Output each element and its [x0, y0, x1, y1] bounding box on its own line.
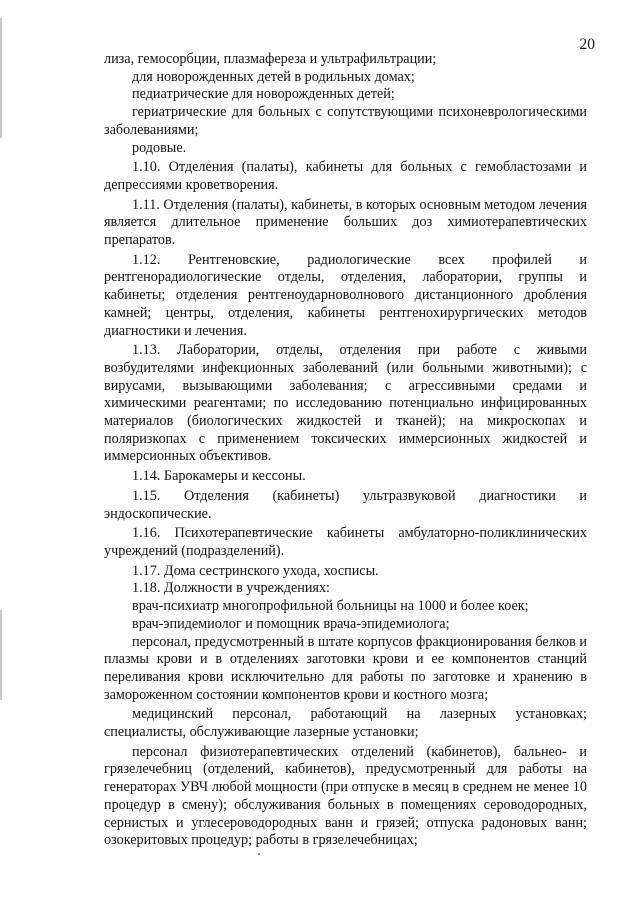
paragraph: 1.10. Отделения (палаты), кабинеты для больных с гемобластозами и депрессиями кроветворения.: [104, 159, 587, 193]
paragraph: 1.14. Барокамеры и кессоны.: [132, 468, 306, 485]
paragraph: лиза, гемосорбции, плазмафереза и ультрафильтрации;: [104, 51, 437, 67]
document-body: [104, 51, 587, 850]
paragraph: персонал, предусмотренный в штате корпусов фракционирования белков и плазмы крови и в отделениях заготовки крови и ее компонентов станций переливания крови исключительно для работы по заготовке и хранению в замороженном состоянии компонентов крови и костного мозга;: [104, 633, 587, 703]
paragraph: для новорожденных детей в родильных домах;: [132, 68, 415, 85]
paragraph: гериатрические для больных с сопутствующими психоневрологическими заболеваниями;: [104, 104, 587, 138]
paragraph: 1.12. Рентгеновские, радиологические всех профилей и рентгенорадиологические отделы, отделения, лаборатории, группы и кабинеты; отделения рентгеноударноволнового дистанционного дробления камней; центры, отделения, кабинеты рентгенохирургических методов диагностики и лечения.: [104, 251, 587, 339]
paragraph: 1.17. Дома сестринского ухода, хосписы.: [132, 562, 379, 579]
scan-edge-mark: [0, 610, 2, 700]
paragraph: родовые.: [132, 139, 187, 156]
paragraph: 1.11. Отделения (палаты), кабинеты, в которых основным методом лечения является длительное применение больших доз химиотерапевтических препаратов.: [104, 196, 587, 249]
scan-edge-mark: [0, 18, 2, 138]
paragraph: педиатрические для новорожденных детей;: [132, 86, 395, 103]
paragraph: медицинский персонал, работающий на лазерных установках; специалисты, обслуживающие лазерные установки;: [104, 706, 587, 741]
paragraph: врач-психиатр многопрофильной больницы на 1000 и более коек;: [132, 598, 529, 615]
paragraph: 1.16. Психотерапевтические кабинеты амбулаторно-поликлинических учреждений (подразделений).: [104, 525, 587, 559]
paragraph: персонал физиотерапевтических отделений (кабинетов), бальнео- и грязелечебниц (отделений, кабинетов), предусмотренный для работы на генераторах УВЧ любой мощности (при отпуске в месяц в среднем не менее 10 процедур в смену); обслуживания больных в помещениях сероводородных, сернистых и углесероводородных ванн и грязей; отпуска радоновых ванн; озокеритовых процедур; работы в грязелечебницах;: [104, 743, 587, 849]
paragraph: 1.18. Должности в учреждениях:: [132, 580, 330, 597]
paragraph: 1.13. Лаборатории, отделы, отделения при работе с живыми возбудителями инфекционных заболеваний (или больными животными); с вирусами, вызывающими заболевания; с агрессивными средами и химическими реагентами; по исследованию потенциально инфицированных материалов (биологических жидкостей и тканей); на микроскопах и поляризкопах с применением токсических иммерсионных жидкостей и иммерсионных объективов.: [104, 342, 587, 465]
page-number: 20: [579, 36, 595, 53]
paragraph: 1.15. Отделения (кабинеты) ультразвуковой диагностики и эндоскопические.: [104, 487, 587, 522]
scan-speck: [258, 853, 260, 855]
paragraph: врач-эпидемиолог и помощник врача-эпидемиолога;: [132, 615, 450, 632]
